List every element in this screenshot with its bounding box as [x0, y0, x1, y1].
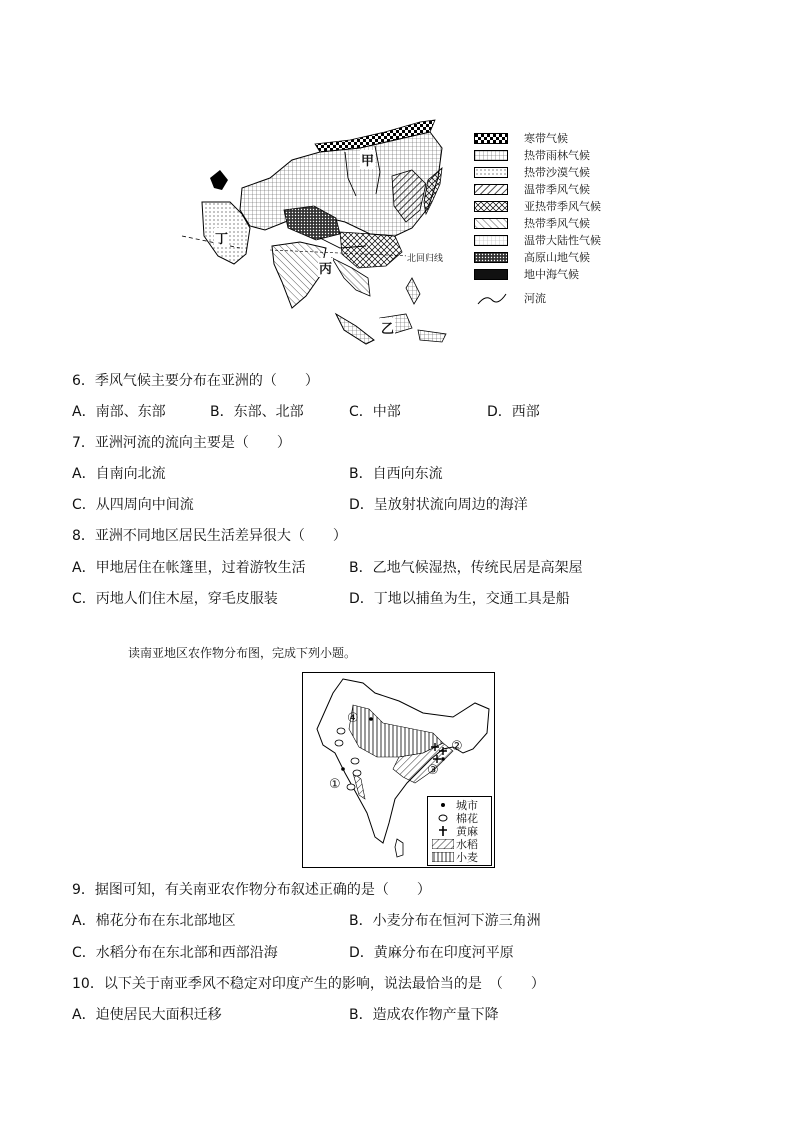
- cotton-icon: [432, 813, 454, 823]
- legend-item: [474, 217, 590, 230]
- marker-4: ④: [347, 711, 359, 726]
- label-bing: 丙: [318, 258, 333, 277]
- legend-label: 城市: [456, 799, 478, 812]
- question-10-stem: 10．以下关于南亚季风不稳定对印度产生的影响，说法最恰当的是 （ ）: [72, 976, 545, 992]
- legend-item: [474, 132, 568, 145]
- question-7-stem: 7．亚洲河流的流向主要是（ ）: [72, 435, 291, 451]
- legend-label: 温带大陆性气候: [524, 234, 601, 247]
- legend-label: 棉花: [456, 812, 478, 825]
- q8-option-a[interactable]: A．甲地居住在帐篷里，过着游牧生活: [72, 560, 306, 576]
- q8-option-d[interactable]: D．丁地以捕鱼为生，交通工具是船: [349, 591, 570, 607]
- rice-hatch-icon: [432, 839, 454, 849]
- label-yi: 乙: [380, 318, 395, 337]
- q6-option-d[interactable]: D．西部: [487, 404, 540, 420]
- legend-item: [432, 851, 478, 863]
- legend-label: 寒带气候: [524, 132, 568, 145]
- swatch-icon: [474, 269, 508, 280]
- legend-label: 高原山地气候: [524, 251, 590, 264]
- swatch-icon: [474, 201, 508, 212]
- jute-icon: [432, 826, 454, 836]
- swatch-icon: [474, 167, 508, 178]
- legend-label: 热带季风气候: [524, 217, 590, 230]
- question-8-stem: 8．亚洲不同地区居民生活差异很大（ ）: [72, 528, 347, 544]
- swatch-icon: [474, 252, 508, 263]
- legend-item: [474, 268, 579, 281]
- question-9-stem: 9．据图可知，有关南亚农作物分布叙述正确的是（ ）: [72, 882, 431, 898]
- q9-option-a[interactable]: A．棉花分布在东北部地区: [72, 913, 236, 929]
- river-icon: [474, 292, 508, 306]
- legend-item: [474, 183, 590, 196]
- legend-label: 亚热带季风气候: [524, 200, 601, 213]
- q7-option-a[interactable]: A．自南向北流: [72, 466, 166, 482]
- label-tropic: 北回归线: [406, 251, 444, 264]
- legend-item: [474, 149, 590, 162]
- wheat-lines-icon: [432, 852, 454, 862]
- q10-option-b[interactable]: B．造成农作物产量下降: [349, 1007, 499, 1023]
- legend-label: 热带雨林气候: [524, 149, 590, 162]
- marker-3: ③: [427, 763, 439, 778]
- legend-label: 地中海气候: [524, 268, 579, 281]
- legend-item: [474, 292, 546, 305]
- q9-option-d[interactable]: D．黄麻分布在印度河平原: [349, 945, 514, 961]
- q7-option-d[interactable]: D．呈放射状流向周边的海洋: [349, 497, 528, 513]
- legend-label: 河流: [524, 292, 546, 305]
- q6-option-b[interactable]: B．东部、北部: [210, 404, 304, 420]
- swatch-icon: [474, 184, 508, 195]
- legend-item: [474, 166, 590, 179]
- question-6-stem: 6．季风气候主要分布在亚洲的（ ）: [72, 373, 319, 389]
- q9-option-b[interactable]: B．小麦分布在恒河下游三角洲: [349, 913, 541, 929]
- q7-option-c[interactable]: C．从四周向中间流: [72, 497, 194, 513]
- q9-option-c[interactable]: C．水稻分布在东北部和西部沿海: [72, 945, 278, 961]
- swatch-icon: [474, 218, 508, 229]
- marker-1: ①: [329, 777, 341, 792]
- crop-legend: [427, 796, 492, 866]
- q10-option-a[interactable]: A．迫使居民大面积迁移: [72, 1007, 222, 1023]
- swatch-icon: [474, 150, 508, 161]
- label-jia: 甲: [360, 150, 375, 169]
- passage-intro: 读南亚地区农作物分布图，完成下列小题。: [128, 646, 357, 660]
- q8-option-c[interactable]: C．丙地人们住木屋，穿毛皮服装: [72, 591, 278, 607]
- q6-option-c[interactable]: C．中部: [349, 404, 401, 420]
- swatch-icon: [474, 235, 508, 246]
- legend-item: [474, 251, 590, 264]
- marker-2: ②: [451, 739, 463, 754]
- q7-option-b[interactable]: B．自西向东流: [349, 466, 443, 482]
- q6-option-a[interactable]: A．南部、东部: [72, 404, 166, 420]
- legend-item: [474, 200, 601, 213]
- swatch-icon: [474, 133, 508, 144]
- legend-label: 黄麻: [456, 825, 478, 838]
- q8-option-b[interactable]: B．乙地气候湿热，传统民居是高架屋: [349, 560, 583, 576]
- legend-label: 小麦: [456, 851, 478, 864]
- legend-label: 水稻: [456, 838, 478, 851]
- label-ding: 丁: [214, 228, 229, 247]
- legend-label: 热带沙漠气候: [524, 166, 590, 179]
- city-dot-icon: [432, 800, 454, 810]
- legend-label: 温带季风气候: [524, 183, 590, 196]
- legend-item: [474, 234, 601, 247]
